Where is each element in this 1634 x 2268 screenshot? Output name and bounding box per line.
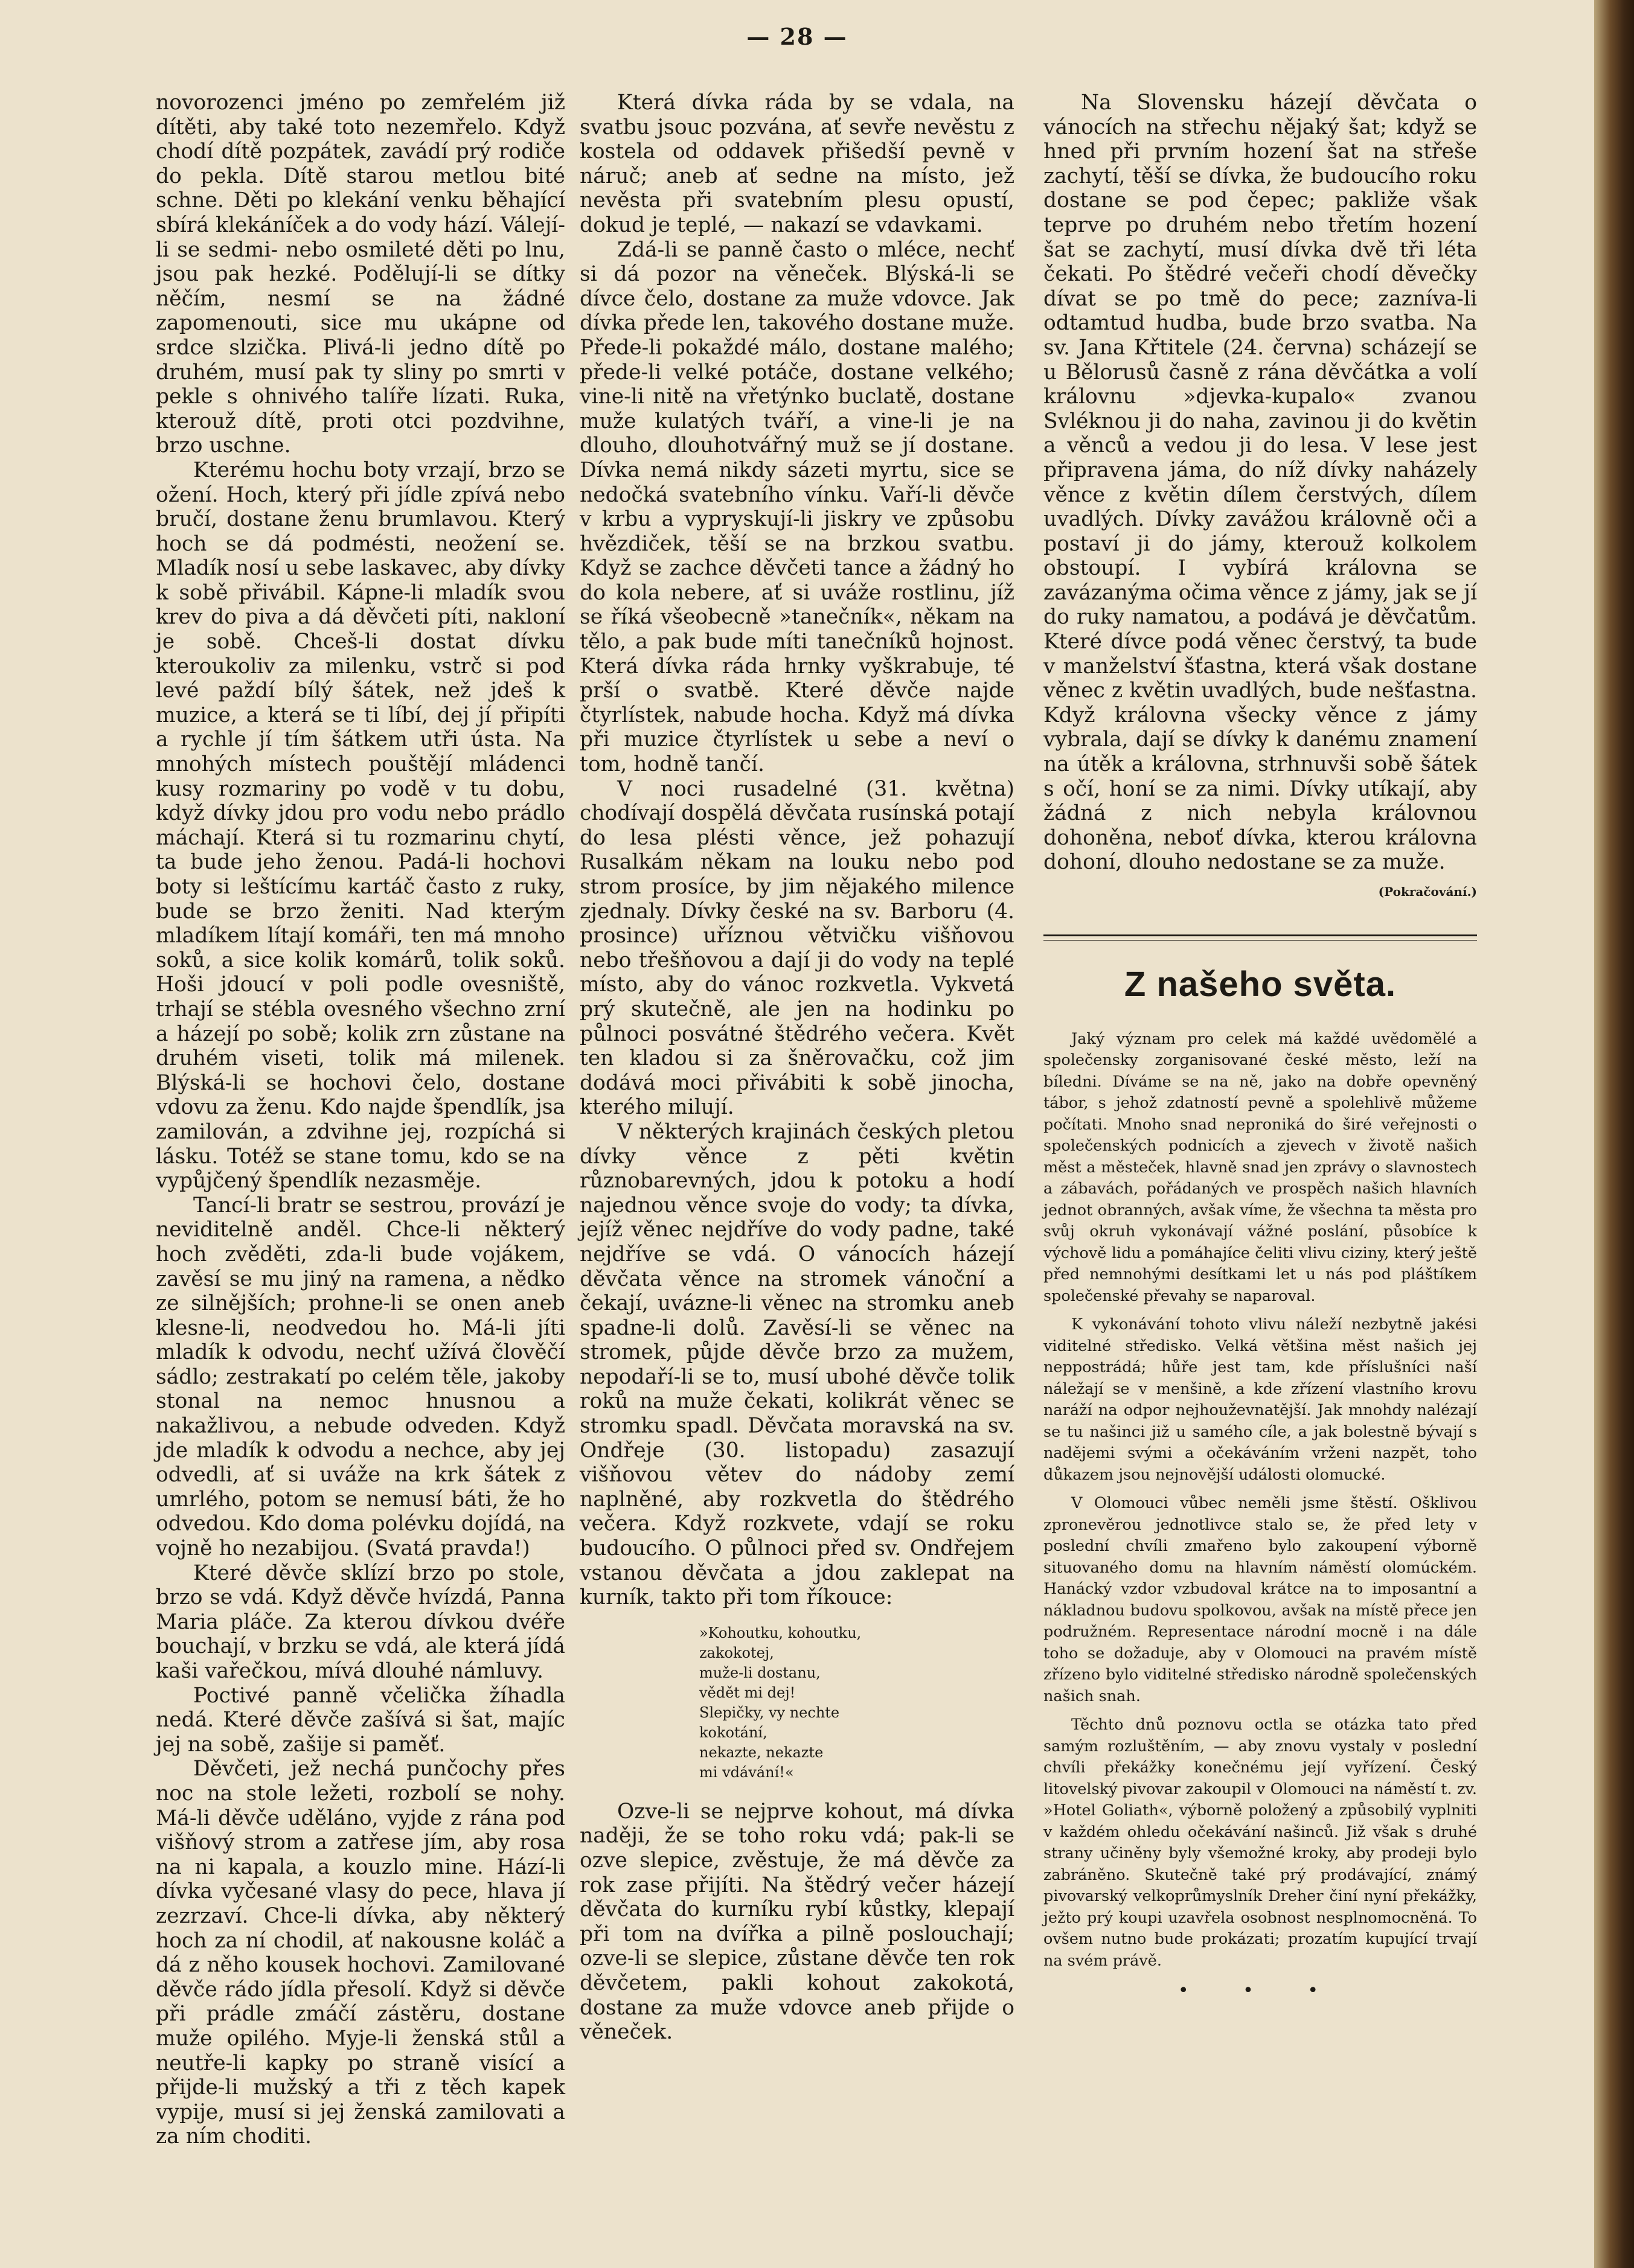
section-divider	[1043, 934, 1477, 941]
column-1	[156, 91, 565, 2149]
paragraph: V některých krajinách českých pletou dívky věnce z pěti květin různobarevných, jdou k potoku a hodí najednou věnce svoje do vody; ta dívka, jejíž věnec nejdříve do vody padne, také nejdříve se vdá. O vánocích házejí děvčata věnce na stromek vánoční a čekají, uvázne-li věnec na stromku aneb spadne-li dolů. Zavěsí-li se věnec na stromek, půjde děvče brzo za mužem, nepodaří-li se to, musí ubohé děvče tolik roků na muže čekati, kolikrát věnec se stromku spadl. Děvčata moravská na sv. Ondřeje (30. listopadu) zasazují višňovou větev do nádoby zemí naplněné, aby rozkvetla do štědrého večera. Když rozkvete, vdají se roku budoucího. O půlnoci před sv. Ondřejem vstanou děvčata a jdou zaklepat na kurník, takto při tom říkouce:	[580, 1119, 1014, 1610]
paragraph: Děvčeti, jež nechá punčochy přes noc na stole ležeti, rozbolí se nohy. Má-li děvče uděláno, vyjde z rána pod višňový strom a zatřese jím, aby rosa na ni kapala, a kouzlo mine. Hází-li dívka vyčesané vlasy do pece, hlava jí zezrzaví. Chce-li dívka, aby některý hoch za ní chodil, ať nakousne koláč a dá z něho kousek hochovi. Zamilované děvče rádo jídla přesolí. Když si děvče při prádle zmáčí zástěru, dostane muže opilého. Myje-li ženská stůl a neutře-li kapky po straně visící a přijde-li mužský a tři z těch kapek vypije, musí si jej ženská zamilovati a za ním choditi.	[156, 1757, 565, 2149]
paragraph: Poctivé panně včelička žíhadla nedá. Které děvče zašívá si šat, majíc jej na sobě, zašije si paměť.	[156, 1683, 565, 1757]
paragraph: Ozve-li se nejprve kohout, má dívka naději, že se toho roku vdá; pak-li se ozve slepice, zvěstuje, že má děvče za rok zase přijíti. Na štědrý večer házejí děvčata do kurníku rybí kůstky, klepají při tom na dvířka a pilně poslouchají; ozve-li se slepice, zůstane děvče ten rok děvčetem, pakli kohout zakokotá, dostane za muže vdovce aneb přijde o věneček.	[580, 1799, 1014, 2045]
paragraph: novorozenci jméno po zemřelém již dítěti, aby také toto nezemřelo. Když chodí dítě pozpátek, zavádí prý rodiče do pekla. Dítě starou metlou bité schne. Děti po klekání venku běhající sbírá klekáníček a do vody hází. Válejí-li se sedmi- nebo osmileté děti po lnu, jsou pak hezké. Podělují-li se dítky něčím, nesmí se na žádné zapomenouti, sice mu ukápne od srdce slzička. Plivá-li jedno dítě po druhém, musí pak ty sliny po smrti v pekle s ohnivého talíře lízati. Ruka, kterouž dítě, proti otci pozdvihne, brzo uschne.	[156, 91, 565, 458]
paragraph: V Olomouci vůbec neměli jsme štěstí. Ošklivou zpronevěrou jednotlivce stalo se, že před lety v poslední chvíli zmařeno bylo zakoupení výborně situovaného domu na hlavním náměstí olomúckém. Hanácký vzdor vzbudoval krátce na to imposantní a nákladnou budovu spolkovou, avšak na místě přece jen podružném. Representace národní mocně i na dále toho se dožaduje, aby v Olomouci na pravém místě zřízeno bylo viditelné středisko národně společenských našich snah.	[1043, 1494, 1477, 1705]
section-title: Z našeho světa.	[1124, 964, 1397, 1004]
paragraph: Tancí-li bratr se sestrou, provází je neviditelně anděl. Chce-li některý hoch zvěděti, zda-li bude vojákem, zavěsí se mu jiný na ramena, a nědko ze silnějších; prohne-li se onen aneb klesne-li, neodvedou ho. Má-li jíti mladík k odvodu, nechť užívá člověčí sádlo; zestrakatí po celém těle, jakoby stonal na nemoc hnusnou a nakažlivou, a nebude odveden. Když jde mladík k odvodu a nechce, aby jej odvedli, ať si uváže na krk šátek z umrlého, potom se nemusí báti, že ho odvedou. Kdo doma polévku dojídá, na vojně ho nezabijou. (Svatá pravda!)	[156, 1193, 565, 1561]
verse-line: »Kohoutku, kohoutku,	[699, 1624, 862, 1641]
paragraph: Zdá-li se panně často o mléce, nechť si dá pozor na věneček. Blýská-li se dívce čelo, dostane za muže vdovce. Jak dívka přede len, takového dostane muže. Přede-li pokaždé málo, dostane malého; přede-li velké potáče, dostane velkého; vine-li nitě na vřetýnko buclatě, dostane muže kulatých tváří, a vine-li je na dlouho, dlouhotvářný muž se jí dostane. Dívka nemá nikdy sázeti myrtu, sice se nedočká svatebního vínku. Vaří-li děvče v krbu a vypryskují-li jiskry ve způsobu hvězdiček, těší se na brzkou svatbu. Když se zachce děvčeti tance a žádný ho do kola nebere, ať si uváže rostlinu, jíž se říká všeobecně »tanečník«, někam na tělo, a pak bude míti tanečníků hojnost. Která dívka ráda hrnky vyškrabuje, té prší o svatbě. Které děvče najde čtyrlístek, nabude hocha. Když má dívka při muzice čtyrlístek u sebe a neví o tom, hodně tančí.	[580, 237, 1014, 777]
verse-line: vědět mi dej!	[699, 1684, 796, 1701]
divider-rule	[1043, 940, 1477, 941]
section-body	[1043, 1029, 1477, 1972]
book-spine-edge	[1594, 0, 1634, 2268]
paragraph: Jaký význam pro celek má každé uvědomělé a společensky zorganisované české město, leží na bíledni. Díváme se na ně, jako na dobře opevněný tábor, s jehož zdatností pevně a spolehlivě můžeme počítati. Mnoho snad neproniká do širé veřejnosti o společenských podnicích a zjevech v životě našich měst a městeček, hlavně snad jen zprávy o slavnostech a zábavách, pořádaných ve prospěch našich hlavních jednot obranných, avšak víme, že všechna ta města pro svůj okruh vykonávají vážné poslání, působíce k výchově lidu a pomáhajíce čeliti vlivu ciziny, který ještě před nemnohými desítkami let u nás pod pláštíkem společenské převahy se naparoval.	[1043, 1029, 1477, 1305]
verse-line: kokotání,	[699, 1723, 767, 1741]
continued-note: (Pokračování.)	[1378, 884, 1477, 899]
ornament-dots: • • •	[1177, 1980, 1343, 2002]
page-number: — 28 —	[746, 23, 848, 50]
verse-line: zakokotej,	[699, 1644, 774, 1661]
paragraph: Těchto dnů poznovu octla se otázka tato před samým rozluštěním, — aby znovu vystaly v poslední chvíli překážky konečnému její vyřízení. Český litovelský pivovar zakoupil v Olomouci na náměstí t. zv. »Hotel Goliath«, výborně položený a způsobilý vyplniti v každém ohledu očekávání našinců. Již však s druhé strany učiněny byly všemožné kroky, aby prodeji bylo zabráněno. Skutečně také prý prodávající, známý pivovarský velkoprůmyslník Dreher činí nyní překážky, ježto prý koupi uzavřela osobnost nesplnomocněná. To ovšem nutno bude prokázati; prozatím kupující trvají na svém právě.	[1043, 1716, 1477, 1970]
rhyme-verse	[699, 1623, 1014, 1783]
verse-line: mi vdávání!«	[699, 1763, 794, 1781]
paragraph: Kterému hochu boty vrzají, brzo se ožení. Hoch, který při jídle zpívá nebo bručí, dostane ženu brumlavou. Který hoch se dá podmésti, neožení se. Mladík nosí u sebe laskavec, aby dívky k sobě přivábil. Kápne-li mladík svou krev do piva a dá děvčeti píti, nakloní je sobě. Chceš-li dostat dívku kteroukoliv za milenku, vstrč si pod levé paždí bílý šátek, než jdeš k muzice, a která se ti líbí, dej jí připíti a rychle jí tím šátkem utři ústa. Na mnohých místech pouštějí mládenci kusy rozmariny po vodě v tu dobu, když dívky jdou pro vodu nebo prádlo máchají. Která si tu rozmarinu chytí, ta bude jeho ženou. Padá-li hochovi boty si leštícímu kartáč často z ruky, bude se brzo ženiti. Nad kterým mladíkem lítají komáři, ten má mnoho soků, a sice kolik komárů, tolik soků. Hoši jdoucí v poli podle ovesniště, trhají se stébla ovesného všechno zrní a házejí po sobě; kolik zrn zůstane na druhém viseti, tolik má milenek. Blýská-li se hochovi čelo, dostane vdovu za ženu. Kdo najde špendlík, jsa zamilován, a zdvihne jej, rozpíchá si lásku. Totéž se stane tomu, kdo se na vypůjčený špendlík nezasměje.	[156, 458, 565, 1193]
paragraph: Které děvče sklízí brzo po stole, brzo se vdá. Když děvče hvízdá, Panna Maria pláče. Za kterou dívkou dvéře bouchají, v brzku se vdá, ale která jídá kaši vařečkou, mívá dlouhé námluvy.	[156, 1560, 565, 1683]
paragraph: V noci rusadelné (31. května) chodívají dospělá děvčata rusínská potají do lesa plésti věnce, jež pohazují Rusalkám někam na louku nebo pod strom prosíce, by jim nějakého milence zjednaly. Dívky české na sv. Barboru (4. prosince) uříznou větvičku višňovou nebo třešňovou a dají ji do vody na teplé místo, aby do vánoc rozkvetla. Vykvetá prý skutečně, ale jen na hodinku po půlnoci posvátné štědrého večera. Květ ten kladou si za šněrovačku, což jim dodává moci přivábiti k sobě jinocha, kterého milují.	[580, 776, 1014, 1120]
paragraph: Na Slovensku házejí děvčata o vánocích na střechu nějaký šat; když se hned při prvním hození šat na střeše zachytí, těší se dívka, že budoucího roku dostane se pod čepec; pakliže však teprve po druhém nebo třetím hození šat se zachytí, musí dívka dvě tři léta čekati. Po štědré večeři chodí děvečky dívat se po tmě do pece; zazníva-li odtamtud hudba, bude brzo svatba. Na sv. Jana Křtitele (24. června) scházejí se u Bělorusů časně z rána děvčátka a volí královnu »djevka-kupalo« zvanou Svléknou ji do naha, zavinou ji do květin a věnců a vedou ji do lesa. V lese jest připravena jáma, do níž dívky naházely věnce z květin dílem čerstvých, dílem uvadlých. Dívky zavážou královně oči a postaví ji do jámy, kterouž kolkolem obstoupí. I vybírá královna se zavázanýma očima věnce z jámy, jak se jí do ruky namatou, a podává je děvčatům. Které dívce podá věnec čerstvý, ta bude v manželství šťastna, která však dostane věnec z květin uvadlých, bude nešťastna. Když královna všecky věnce z jámy vybrala, dají se dívky k danému znamení na útěk a královna, strhnuvši sobě šátek s očí, honí se za nimi. Dívky utíkají, aby žádná z nich nebyla královnou dohoněna, neboť dívka, kterou královna dohoní, dlouho nedostane se za muže.	[1043, 91, 1477, 875]
divider-rule	[1043, 934, 1477, 936]
paragraph: K vykonávání tohoto vlivu náleží nezbytně jakési viditelné středisko. Velká většina měst našich jej neppostrádá; hůře jest tam, kde příslušníci naší náležají se v menšině, a kde zřízení vlastního krovu naráží na odpor nejhouževnatější. Jak mnohdy nalézají se tu našinci již u samého cíle, a jak bolestně bývají s nadějemi svými a očekáváním vrženi nazpět, toho důkazem jsou nejnovější události olomucké.	[1043, 1315, 1477, 1484]
column-2	[580, 91, 1014, 2045]
paragraph: Která dívka ráda by se vdala, na svatbu jsouc pozvána, ať sevře nevěstu z kostela od oddavek přišedší pevně v náruč; aneb ať sedne na místo, jež nevěsta při svatebním plesu opustí, dokud je teplé, — nakazí se vdavkami.	[580, 91, 1014, 237]
column-3	[1043, 91, 1477, 2004]
verse-line: nekazte, nekazte	[699, 1743, 824, 1761]
verse-line: Slepičky, vy nechte	[699, 1704, 840, 1721]
verse-line: muže-li dostanu,	[699, 1664, 821, 1681]
